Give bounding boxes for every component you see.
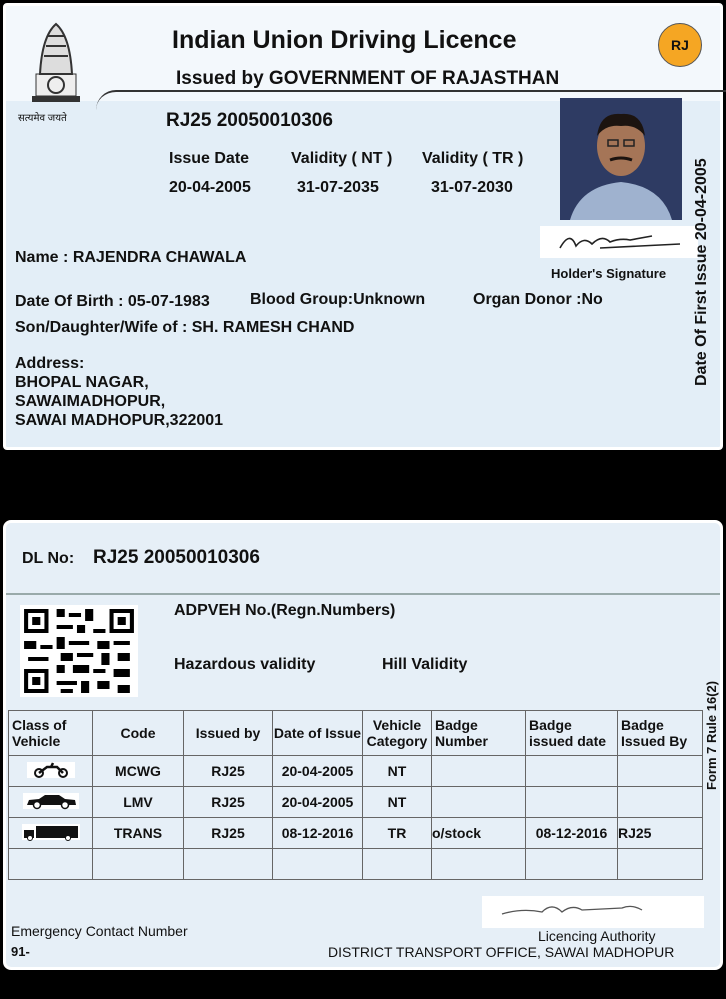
holder-name: RAJENDRA CHAWALA <box>72 249 247 266</box>
badge-by-cell <box>618 756 703 787</box>
dob-row <box>15 293 210 311</box>
col-header: Code <box>93 711 184 756</box>
hill-validity-label: Hill Validity <box>382 656 468 673</box>
empty-cell <box>273 849 363 880</box>
vehicle-icon-cell <box>9 756 93 787</box>
authority-signature <box>482 896 704 928</box>
empty-cell <box>432 849 526 880</box>
adpveh-label: ADPVEH No.(Regn.Numbers) <box>174 602 396 619</box>
signature-scribble-icon <box>482 896 704 928</box>
dob-value: 05-07-1983 <box>127 293 210 310</box>
col-header: Badge issued date <box>526 711 618 756</box>
issuing-office: DISTRICT TRANSPORT OFFICE, SAWAI MADHOPUR <box>328 944 675 960</box>
table-row <box>9 849 703 880</box>
form-rule-vertical: Form 7 Rule 16(2) <box>704 680 719 790</box>
organ-donor-row <box>473 291 603 309</box>
organ-donor-value: No <box>581 291 603 308</box>
vehicle-class-table <box>8 710 703 880</box>
table-row <box>9 818 703 849</box>
issue-date: 20-04-2005 <box>169 179 251 196</box>
badge-date-cell: 08-12-2016 <box>526 818 618 849</box>
card-subtitle: Issued by GOVERNMENT OF RAJASTHAN <box>176 68 560 89</box>
code-cell: MCWG <box>93 756 184 787</box>
relation-row <box>15 319 354 337</box>
col-header: Date of Issue <box>273 711 363 756</box>
badge-number-cell <box>432 787 526 818</box>
validity-tr: 31-07-2030 <box>431 179 513 196</box>
date-cell: 08-12-2016 <box>273 818 363 849</box>
first-issue-vertical: Date Of First Issue 20-04-2005 <box>693 158 710 386</box>
person-photo-icon <box>560 98 682 220</box>
emergency-label: Emergency Contact Number <box>11 923 188 939</box>
organ-donor-label: Organ Donor : <box>473 291 582 308</box>
issued-by-cell: RJ25 <box>184 756 273 787</box>
empty-cell <box>184 849 273 880</box>
vehicle-icon-cell <box>9 787 93 818</box>
badge-by-cell <box>618 787 703 818</box>
empty-cell <box>93 849 184 880</box>
address-line: SAWAI MADHOPUR,322001 <box>15 412 224 429</box>
licence-front-card <box>3 3 723 450</box>
issued-by-cell: RJ25 <box>184 818 273 849</box>
truck-icon <box>20 822 82 842</box>
authority-label: Licencing Authority <box>538 928 656 944</box>
category-cell: NT <box>363 756 432 787</box>
card-title: Indian Union Driving Licence <box>172 26 517 54</box>
date-cell: 20-04-2005 <box>273 756 363 787</box>
state-badge: RJ <box>658 23 702 67</box>
address-line: BHOPAL NAGAR, <box>15 374 149 391</box>
code-cell: TRANS <box>93 818 184 849</box>
col-header: Vehicle Category <box>363 711 432 756</box>
blood-group-row <box>250 291 425 309</box>
holder-photo <box>560 98 682 220</box>
blood-group-value: Unknown <box>353 291 426 308</box>
emblem-motto: सत्यमेव जयते <box>18 113 67 124</box>
relation-label: Son/Daughter/Wife of : <box>15 319 188 336</box>
relation-value: SH. RAMESH CHAND <box>191 319 355 336</box>
holder-signature <box>540 226 698 258</box>
signature-scribble-icon <box>540 226 698 258</box>
empty-cell <box>9 849 93 880</box>
hazardous-validity-label: Hazardous validity <box>174 656 316 673</box>
validity-nt-label: Validity ( NT ) <box>291 150 393 167</box>
badge-date-cell <box>526 756 618 787</box>
dob-label: Date Of Birth : <box>15 293 124 310</box>
qr-code-icon <box>20 605 138 697</box>
car-icon <box>21 791 81 811</box>
address-block <box>15 354 223 430</box>
col-header: Badge Issued By <box>618 711 703 756</box>
validity-tr-label: Validity ( TR ) <box>422 150 524 167</box>
category-cell: TR <box>363 818 432 849</box>
dl-number: RJ25 20050010306 <box>166 110 333 131</box>
back-dl-number: RJ25 20050010306 <box>93 547 260 568</box>
address-label: Address: <box>15 355 85 372</box>
vehicle-icon-cell <box>9 818 93 849</box>
table-row <box>9 787 703 818</box>
empty-cell <box>618 849 703 880</box>
issued-by-cell: RJ25 <box>184 787 273 818</box>
address-line: SAWAIMADHOPUR, <box>15 393 166 410</box>
badge-number-cell: o/stock <box>432 818 526 849</box>
motorcycle-icon <box>25 760 77 780</box>
badge-by-cell: RJ25 <box>618 818 703 849</box>
table-header-row <box>9 711 703 756</box>
issue-date-label: Issue Date <box>169 150 250 167</box>
badge-date-cell <box>526 787 618 818</box>
signature-label: Holder's Signature <box>551 266 667 281</box>
badge-number-cell <box>432 756 526 787</box>
name-label: Name : <box>15 249 69 266</box>
name-row <box>15 249 246 267</box>
validity-nt: 31-07-2035 <box>297 179 379 196</box>
category-cell: NT <box>363 787 432 818</box>
col-header: Class of Vehicle <box>9 711 93 756</box>
code-cell: LMV <box>93 787 184 818</box>
table-row <box>9 756 703 787</box>
date-cell: 20-04-2005 <box>273 787 363 818</box>
col-header: Badge Number <box>432 711 526 756</box>
empty-cell <box>526 849 618 880</box>
empty-cell <box>363 849 432 880</box>
divider <box>6 593 720 595</box>
blood-group-label: Blood Group: <box>250 291 354 308</box>
dl-label: DL No: <box>22 550 75 567</box>
emergency-number: 91- <box>11 944 30 959</box>
col-header: Issued by <box>184 711 273 756</box>
